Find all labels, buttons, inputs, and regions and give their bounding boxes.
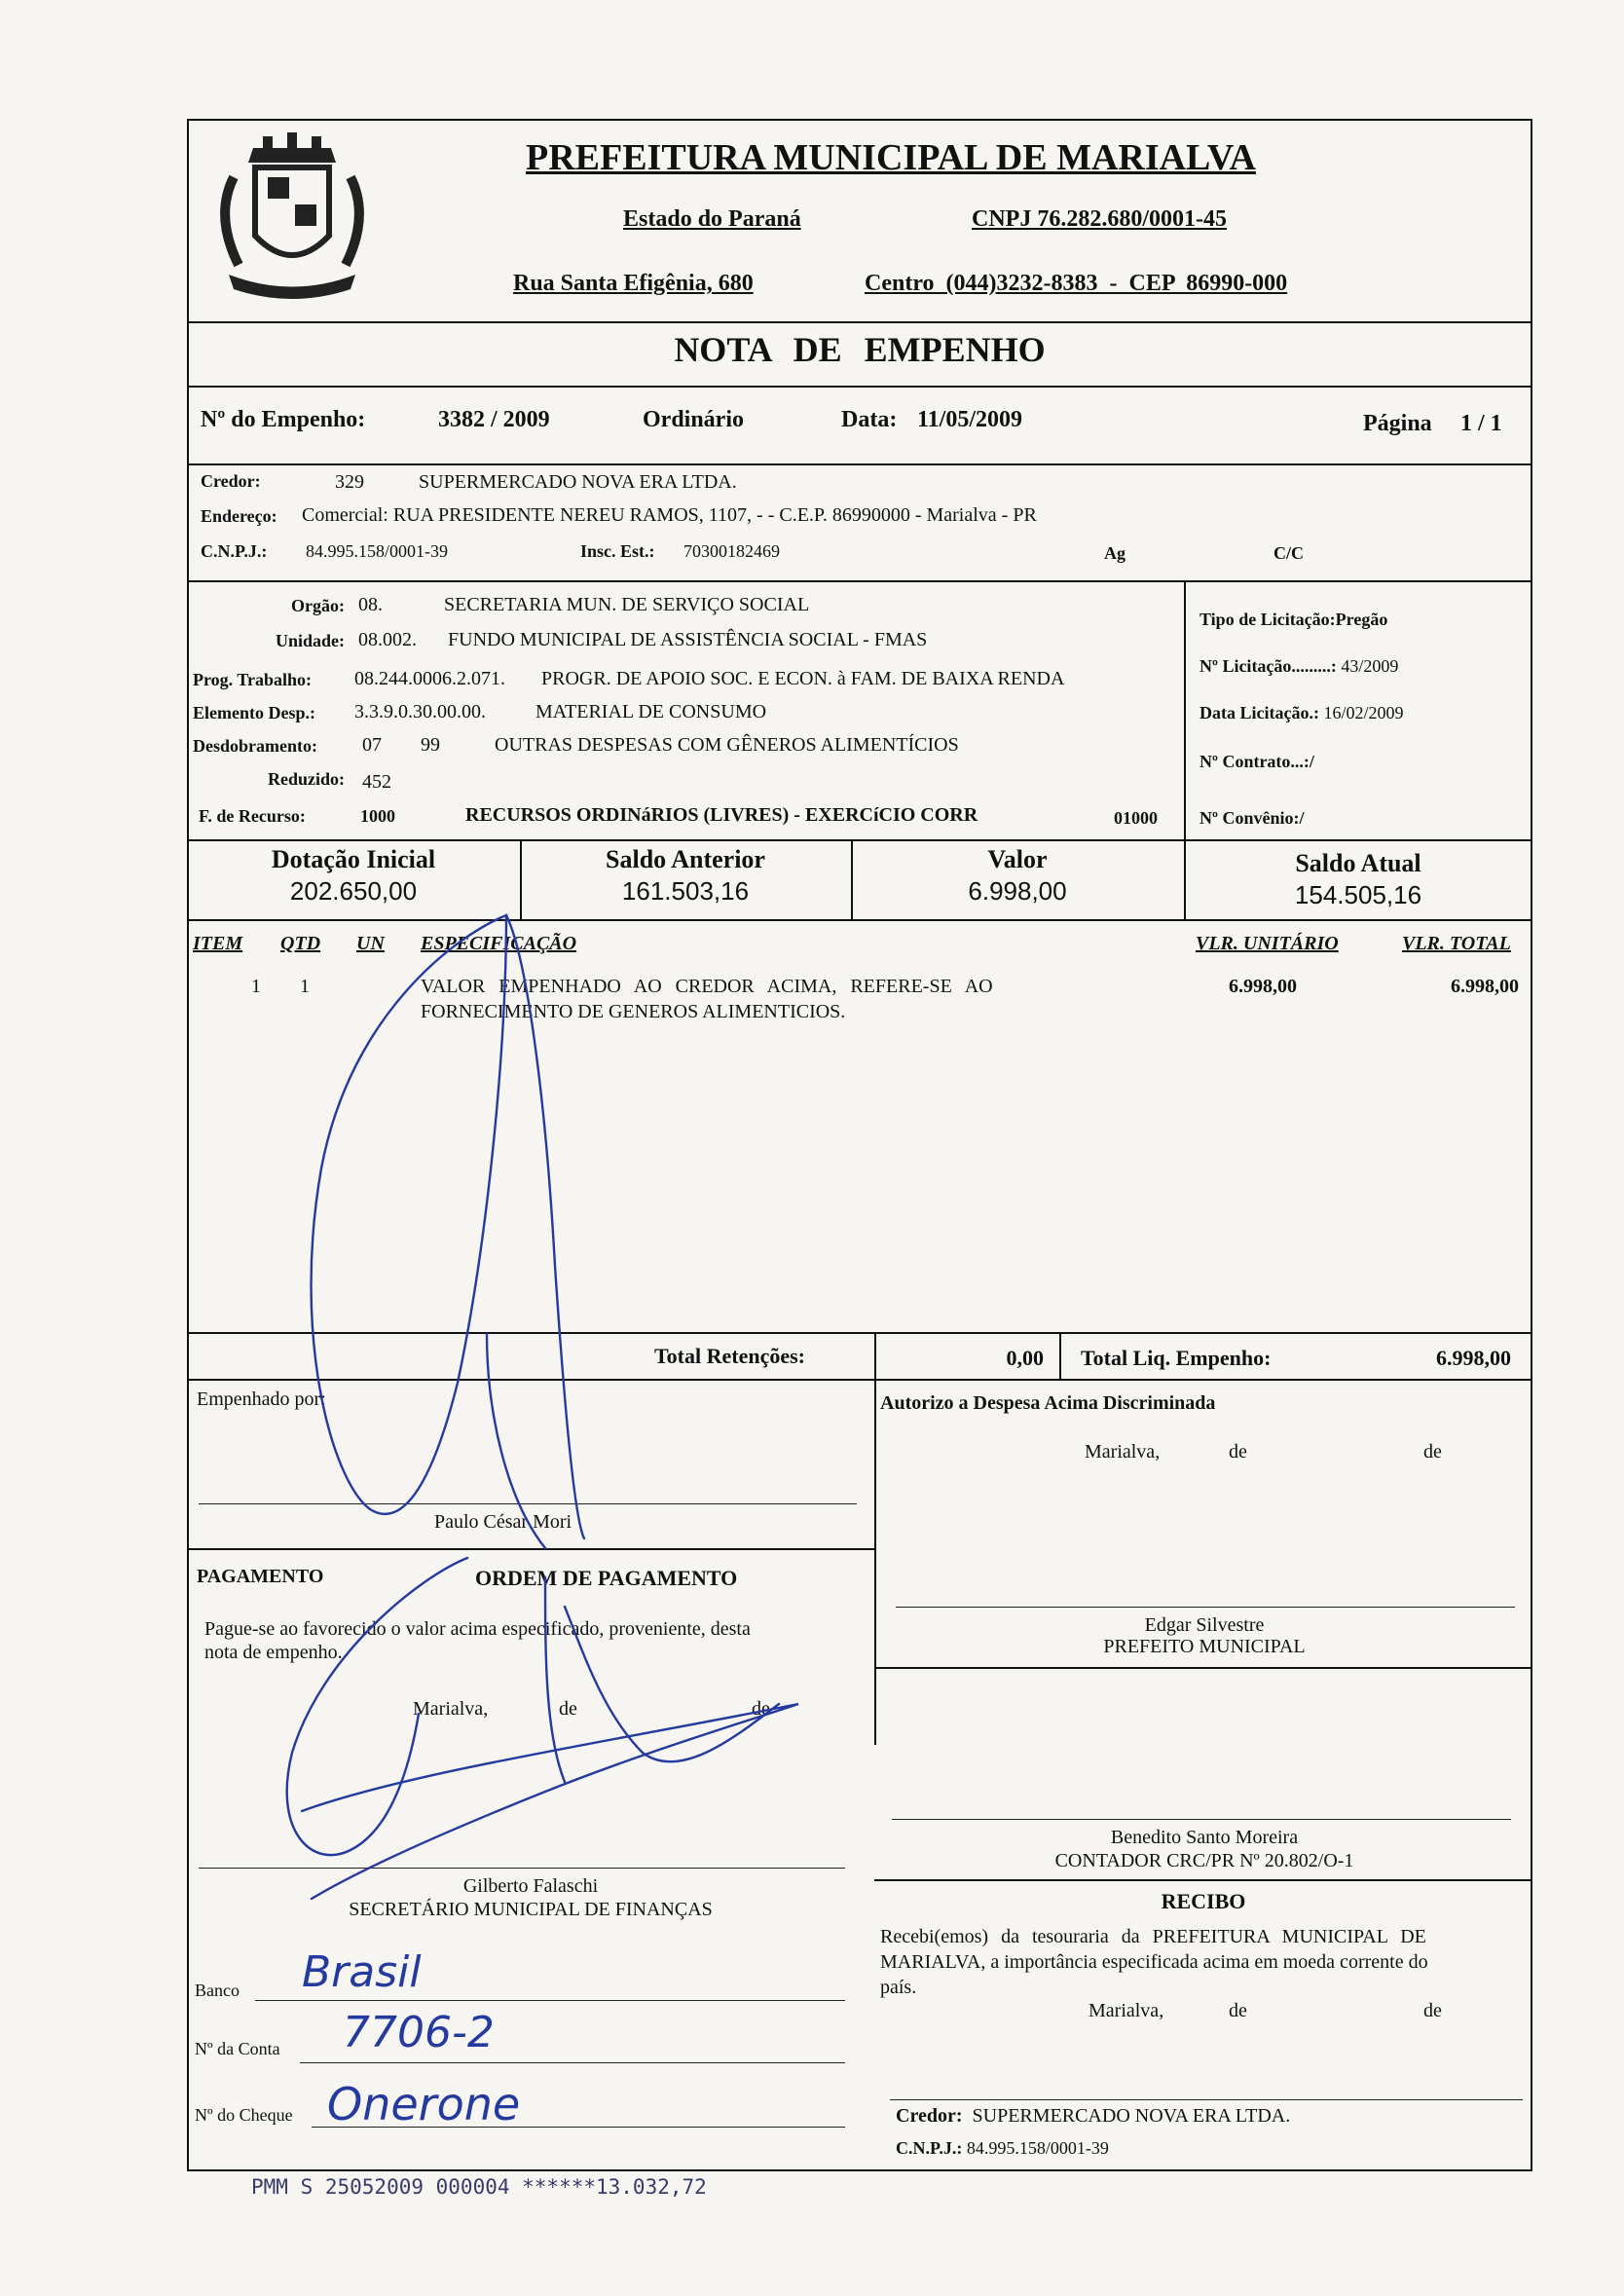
- recibo-de1: de: [1229, 2000, 1247, 2021]
- empenho-label: Nº do Empenho:: [201, 407, 366, 432]
- prefeito-role: PREFEITO MUNICIPAL: [1103, 1636, 1306, 1657]
- licitacao-data-row: [1200, 703, 1403, 723]
- dotacao-label: Dotação Inicial: [271, 845, 436, 873]
- desd-a: 07: [362, 734, 382, 756]
- licitacao-convenio: Nº Convênio:/: [1200, 808, 1305, 828]
- divider: [187, 1379, 1532, 1381]
- valor-value: 6.998,00: [968, 876, 1067, 906]
- orgao-code: 08.: [358, 594, 383, 615]
- signature-line: [892, 1819, 1511, 1820]
- credor-insc: 70300182469: [683, 541, 780, 561]
- dotacao-value: 202.650,00: [289, 876, 418, 906]
- financas-role: SECRETÁRIO MUNICIPAL DE FINANÇAS: [349, 1899, 713, 1920]
- item-qtd: 1: [300, 976, 310, 997]
- page-number: 1 / 1: [1460, 411, 1502, 436]
- banco-line: [255, 2000, 845, 2001]
- empenhado-label: Empenhado por:: [197, 1389, 326, 1410]
- recurso-code: 1000: [360, 806, 395, 826]
- credor-cnpj: 84.995.158/0001-39: [306, 541, 448, 561]
- header-cnpj: CNPJ 76.282.680/0001-45: [972, 206, 1227, 232]
- items-header-item: ITEM: [193, 933, 243, 954]
- prog-label: Prog. Trabalho:: [193, 670, 313, 689]
- banco-label: Banco: [195, 1981, 240, 2000]
- empenho-date: 11/05/2009: [917, 407, 1023, 432]
- prog-name: PROGR. DE APOIO SOC. E ECON. à FAM. DE BAIXA RENDA: [541, 668, 1065, 689]
- insc-label: Insc. Est.:: [580, 541, 655, 561]
- contador-role: CONTADOR CRC/PR Nº 20.802/O-1: [1054, 1850, 1354, 1871]
- recibo-cnpj-row: [896, 2138, 1109, 2159]
- recibo-cnpj-label: C.N.P.J.:: [896, 2138, 963, 2158]
- recibo-text2: MARIALVA, a importância especificada acima em moeda corrente do: [880, 1951, 1428, 1973]
- empenhado-name: Paulo César Mori: [434, 1511, 572, 1533]
- unidade-name: FUNDO MUNICIPAL DE ASSISTÊNCIA SOCIAL - FMAS: [448, 629, 928, 650]
- prog-code: 08.244.0006.2.071.: [354, 668, 505, 689]
- signature-line: [896, 1607, 1515, 1608]
- orgao-label: Orgão:: [291, 596, 345, 615]
- recibo-label: RECIBO: [1161, 1889, 1246, 1913]
- licitacao-numero-label-text: Nº Licitação.........:: [1200, 656, 1337, 676]
- ordem-label: ORDEM DE PAGAMENTO: [475, 1566, 738, 1590]
- autorizo-label: Autorizo a Despesa Acima Discriminada: [880, 1392, 1216, 1414]
- contador-name: Benedito Santo Moreira: [1110, 1827, 1299, 1848]
- divider: [187, 580, 1532, 582]
- recibo-place: Marialva,: [1089, 2000, 1164, 2021]
- divider: [187, 463, 1532, 465]
- licitacao-contrato: Nº Contrato...:/: [1200, 752, 1314, 771]
- autorizo-place: Marialva,: [1085, 1441, 1161, 1463]
- header-address: Rua Santa Efigênia, 680: [513, 271, 754, 296]
- elem-code: 3.3.9.0.30.00.00.: [354, 701, 486, 722]
- empenho-type: Ordinário: [643, 407, 745, 432]
- recibo-text1: Recebi(emos) da tesouraria da PREFEITURA MUNICIPAL DE: [880, 1926, 1426, 1947]
- pagamento-text1: Pague-se ao favorecido o valor acima especificado, proveniente, desta: [204, 1618, 751, 1640]
- divider: [874, 1879, 1532, 1881]
- pagamento-text2: nota de empenho.: [204, 1642, 343, 1663]
- desd-b: 99: [421, 734, 440, 756]
- divider: [187, 1332, 1532, 1334]
- signature-line: [890, 2099, 1523, 2100]
- municipal-crest-icon: [195, 119, 389, 314]
- recibo-de2: de: [1423, 2000, 1442, 2021]
- cheque-value: Onerone: [327, 2078, 521, 2130]
- divider: [1059, 1332, 1061, 1379]
- banco-value: Brasil: [302, 1947, 422, 1997]
- liq-value: 6.998,00: [1436, 1346, 1511, 1370]
- autorizo-de1: de: [1229, 1441, 1247, 1463]
- desd-label: Desdobramento:: [193, 736, 317, 756]
- recurso-name: RECURSOS ORDINáRIOS (LIVRES) - EXERCíCIO CORR: [465, 804, 978, 826]
- conta-label: Nº da Conta: [195, 2039, 280, 2058]
- unidade-label: Unidade:: [275, 631, 345, 650]
- credor-label: Credor:: [201, 471, 261, 491]
- conta-line: [300, 2062, 845, 2063]
- licitacao-data: 16/02/2009: [1323, 703, 1404, 722]
- atual-value: 154.505,16: [1294, 880, 1422, 909]
- anterior-value: 161.503,16: [621, 876, 750, 906]
- items-header-spec: ESPECIFICAÇÃO: [421, 933, 577, 954]
- anterior-label: Saldo Anterior: [606, 845, 765, 873]
- licitacao-tipo: Tipo de Licitação:Pregão: [1200, 610, 1388, 629]
- recibo-cnpj: 84.995.158/0001-39: [966, 2138, 1109, 2158]
- empenho-date-label: Data:: [841, 407, 898, 432]
- recibo-text3: país.: [880, 1977, 917, 1998]
- recibo-credor-label: Credor:: [896, 2105, 963, 2127]
- orgao-name: SECRETARIA MUN. DE SERVIÇO SOCIAL: [444, 594, 810, 615]
- desd-name: OUTRAS DESPESAS COM GÊNEROS ALIMENTÍCIOS: [495, 734, 959, 756]
- items-header-un: UN: [356, 933, 385, 954]
- header-state: Estado do Paraná: [623, 206, 801, 232]
- reduzido-value: 452: [362, 771, 391, 793]
- pagamento-label: PAGAMENTO: [197, 1566, 324, 1587]
- address-label: Endereço:: [201, 506, 277, 526]
- retencoes-label: Total Retenções:: [654, 1344, 805, 1368]
- divider: [874, 1667, 1532, 1669]
- conta-value: 7706-2: [343, 2008, 495, 2057]
- item-desc-line2: FORNECIMENTO DE GENEROS ALIMENTICIOS.: [421, 1001, 846, 1022]
- divider: [187, 321, 1532, 323]
- empenho-number: 3382 / 2009: [438, 407, 550, 432]
- divider: [874, 1332, 876, 1745]
- divider: [1184, 580, 1186, 841]
- recibo-credor-row: [896, 2105, 1290, 2128]
- signature-line: [199, 1868, 845, 1869]
- credor-address: Comercial: RUA PRESIDENTE NEREU RAMOS, 1107, - - C.E.P. 86990000 - Marialva - PR: [302, 504, 1037, 526]
- licitacao-data-label: Data Licitação.:: [1200, 703, 1319, 722]
- retencoes-value: 0,00: [1006, 1346, 1044, 1370]
- liq-label: Total Liq. Empenho:: [1081, 1346, 1272, 1370]
- elem-label: Elemento Desp.:: [193, 703, 315, 722]
- pagamento-de2: de: [752, 1698, 770, 1720]
- recurso-num: 01000: [1114, 808, 1158, 828]
- prefeito-name: Edgar Silvestre: [1144, 1614, 1265, 1636]
- recurso-label: F. de Recurso:: [199, 806, 306, 826]
- elem-name: MATERIAL DE CONSUMO: [535, 701, 767, 722]
- doc-title: NOTA DE EMPENHO: [674, 330, 1046, 369]
- item-total-value: 6.998,00: [1451, 976, 1519, 997]
- reduzido-label: Reduzido:: [267, 769, 345, 789]
- divider: [187, 1548, 874, 1550]
- cnpj-label: C.N.P.J.:: [201, 541, 268, 561]
- item-desc-line1: VALOR EMPENHADO AO CREDOR ACIMA, REFERE-SE AO: [421, 976, 993, 997]
- financas-name: Gilberto Falaschi: [462, 1875, 599, 1897]
- items-header-unit: VLR. UNITÁRIO: [1196, 933, 1339, 954]
- item-number: 1: [251, 976, 261, 997]
- recibo-credor-name: SUPERMERCADO NOVA ERA LTDA.: [972, 2105, 1291, 2127]
- cc-label: C/C: [1273, 543, 1304, 563]
- item-unit-value: 6.998,00: [1229, 976, 1297, 997]
- cheque-label: Nº do Cheque: [195, 2105, 293, 2125]
- unidade-code: 08.002.: [358, 629, 417, 650]
- credor-name: SUPERMERCADO NOVA ERA LTDA.: [419, 471, 737, 493]
- divider: [187, 839, 1532, 841]
- signature-line: [199, 1503, 857, 1504]
- pagamento-de1: de: [559, 1698, 577, 1720]
- page-label: Página: [1363, 411, 1432, 436]
- credor-code: 329: [335, 471, 364, 493]
- valor-label: Valor: [987, 845, 1048, 873]
- divider: [187, 919, 1532, 921]
- autorizo-de2: de: [1423, 1441, 1442, 1463]
- pagamento-place: Marialva,: [413, 1698, 489, 1720]
- items-header-qtd: QTD: [280, 933, 321, 954]
- items-header-total: VLR. TOTAL: [1402, 933, 1511, 954]
- licitacao-numero: 43/2009: [1341, 656, 1399, 676]
- ag-label: Ag: [1104, 543, 1126, 563]
- header-district-phone: Centro (044)3232-8383 - CEP 86990-000: [865, 271, 1288, 296]
- licitacao-numero-label: [1200, 656, 1398, 677]
- atual-label: Saldo Atual: [1295, 849, 1421, 877]
- footer-stamp: PMM S 25052009 000004 ******13.032,72: [251, 2175, 707, 2199]
- divider: [187, 386, 1532, 388]
- header-title: PREFEITURA MUNICIPAL DE MARIALVA: [526, 137, 1256, 178]
